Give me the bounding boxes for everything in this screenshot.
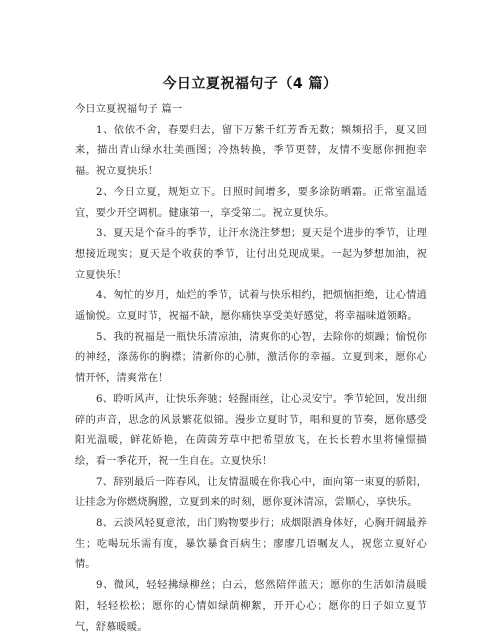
paragraph: 6、聆听风声，让快乐奔驰；轻握雨丝，让心灵安宁。季节轮回，发出细碎的声音，思念的风景繁花似锦。漫步立夏时节，唱和夏的节奏，愿你感受阳光温暖，鲜花娇艳，在茵茵芳草中把希望放飞，在长长碧水里将憧憬描绘，看一季花开，祝一生自在。立夏快乐！ xyxy=(75,393,427,467)
paragraph: 2、今日立夏，规矩立下。日照时间增多，要多涂防晒霜。正常室温适宜，要少开空调机。健康第一，享受第二。祝立夏快乐。 xyxy=(75,186,427,219)
document-title: 今日立夏祝福句子（4 篇） xyxy=(162,76,338,92)
paragraph: 8、云淡风轻夏意浓，出门购物要步行；成烟限酒身体好，心胸开阔最养生；吃喝玩乐需有度，暴饮暴食百病生；廖廖几语嘱友人，祝您立夏好心情。 xyxy=(75,518,427,571)
document-body xyxy=(75,100,427,638)
paragraph: 7、辞别最后一阵春风，让友情温暖在你我心中，面向第一束夏的骄阳，让挂念为你燃烧胸膛，立夏到来的时刻，愿你夏沐清凉，尝顺心，享快乐。 xyxy=(75,476,427,509)
paragraph: 5、我的祝福是一瓶快乐清凉油，清爽你的心智，去除你的烦躁；愉悦你的神经，涤荡你的胸襟；清新你的心肺，激活你的幸福。立夏到来，愿你心情开怀，清爽常在！ xyxy=(75,331,427,385)
paragraph: 9、微风，轻轻拂绿柳丝；白云，悠然陪伴蓝天；愿你的生活如清晨暖阳，轻轻松松；愿你的心情如绿荫柳絮，开开心心；愿你的日子如立夏节气，舒慕暖暖。 xyxy=(75,580,427,633)
paragraph: 3、夏天是个奋斗的季节，让汗水浇注梦想；夏天是个进步的季节，让理想接近现实；夏天是个收获的季节，让付出兑现成果。一起为梦想加油，祝立夏快乐！ xyxy=(75,228,427,281)
section-subtitle: 今日立夏祝福句子 篇一 xyxy=(75,104,183,115)
paragraph: 1、依依不舍，春要归去，留下万紫千红芳香无数；频频招手，夏又回来，描出青山绿水壮美画图；冷热转换，季节更替，友情不变愿你拥抱幸福。祝立夏快乐！ xyxy=(75,124,427,178)
paragraph: 4、匆忙的岁月，灿烂的季节，试着与快乐相约，把烦恼拒绝，让心情逍遥愉悦。立夏时节，祝福不缺，愿你痛快享受美好感觉，将幸福味道领略。 xyxy=(75,290,427,323)
